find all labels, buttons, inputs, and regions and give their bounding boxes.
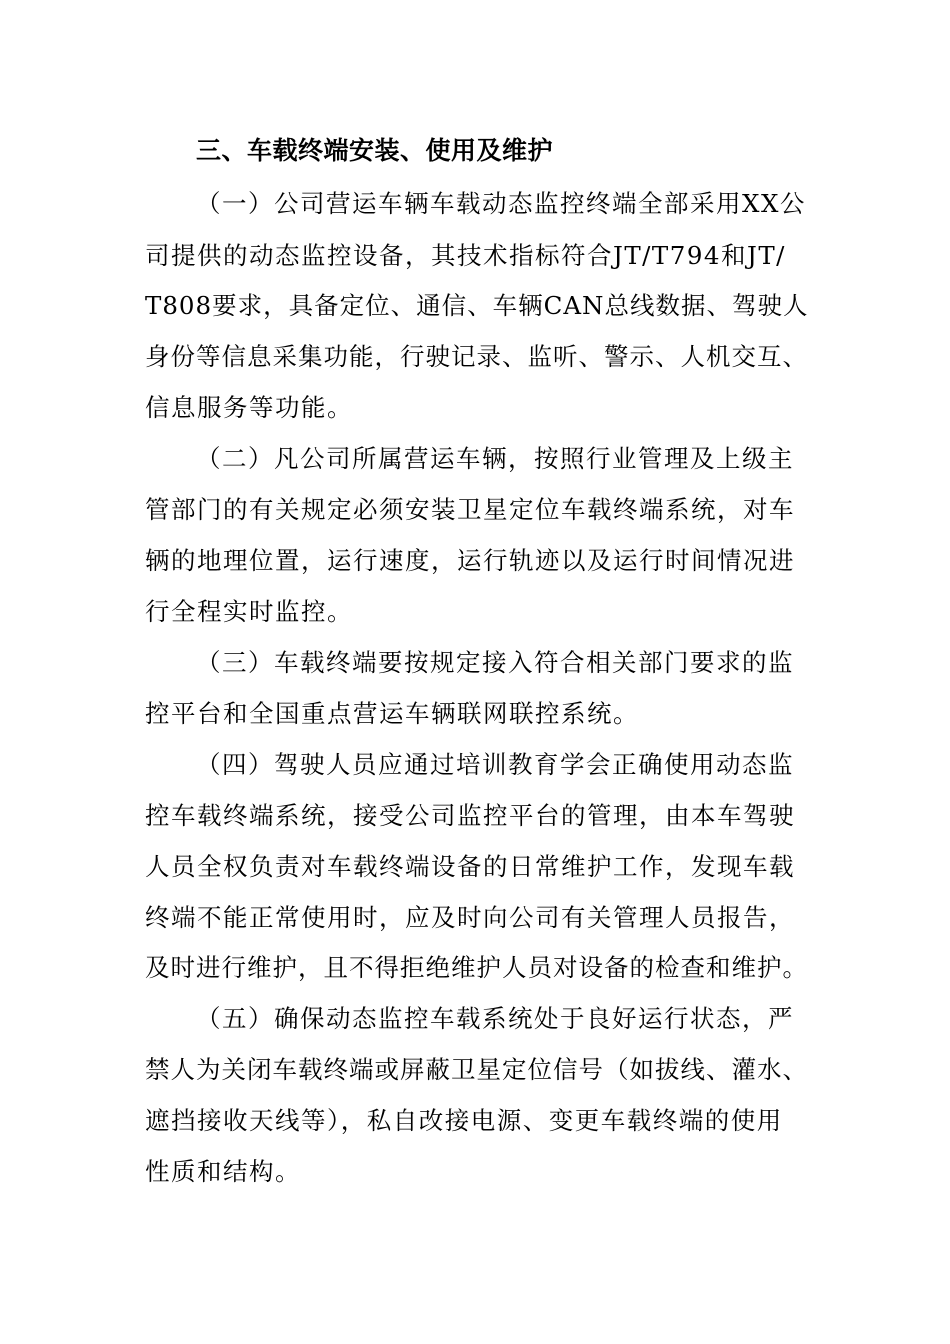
paragraph-1-line-4: 身份等信息采集功能，行驶记录、监听、警示、人机交互、 — [145, 342, 808, 371]
paragraph-3-line-2: 控平台和全国重点营运车辆联网联控系统。 — [145, 699, 639, 728]
paragraph-4-line-4: 终端不能正常使用时，应及时向公司有关管理人员报告， — [145, 903, 795, 932]
paragraph-5-line-1: （五）确保动态监控车载系统处于良好运行状态，严 — [196, 1004, 794, 1033]
paragraph-1-line-2: 司提供的动态监控设备，其技术指标符合JT/T794和JT/ — [145, 241, 786, 270]
paragraph-3-line-1: （三）车载终端要按规定接入符合相关部门要求的监 — [196, 648, 794, 677]
section-heading: 三、车载终端安装、使用及维护 — [196, 136, 554, 165]
paragraph-4-line-1: （四）驾驶人员应通过培训教育学会正确使用动态监 — [196, 750, 794, 779]
paragraph-1-line-3: T808要求，具备定位、通信、车辆CAN总线数据、驾驶人 — [145, 291, 809, 320]
paragraph-2-line-2: 管部门的有关规定必须安装卫星定位车载终端系统，对车 — [145, 495, 795, 524]
paragraph-4-line-2: 控车载终端系统，接受公司监控平台的管理，由本车驾驶 — [145, 801, 795, 830]
paragraph-5-line-3: 遮挡接收天线等），私自改接电源、变更车载终端的使用 — [145, 1106, 783, 1135]
paragraph-4-line-3: 人员全权负责对车载终端设备的日常维护工作，发现车载 — [145, 852, 795, 881]
paragraph-5-line-2: 禁人为关闭车载终端或屏蔽卫星定位信号（如拔线、灌水、 — [145, 1055, 808, 1084]
paragraph-1-line-5: 信息服务等功能。 — [145, 393, 353, 422]
paragraph-5-line-4: 性质和结构。 — [145, 1157, 301, 1186]
paragraph-2-line-4: 行全程实时监控。 — [145, 597, 353, 626]
paragraph-2-line-3: 辆的地理位置，运行速度，运行轨迹以及运行时间情况进 — [145, 546, 795, 575]
paragraph-4-line-5: 及时进行维护，且不得拒绝维护人员对设备的检查和维护。 — [145, 953, 808, 982]
paragraph-2-line-1: （二）凡公司所属营运车辆，按照行业管理及上级主 — [196, 444, 794, 473]
paragraph-1-line-1: （一）公司营运车辆车载动态监控终端全部采用XX公 — [196, 189, 806, 218]
